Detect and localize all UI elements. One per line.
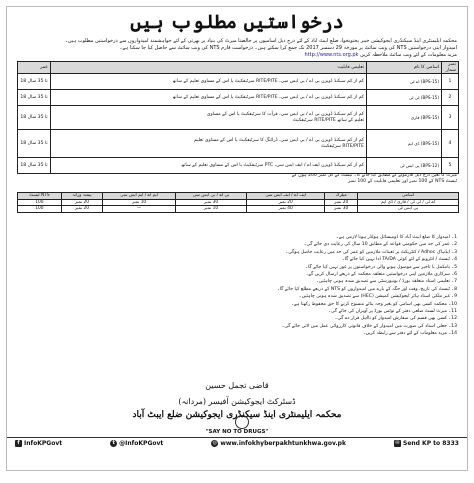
marks-table [17,192,459,213]
say-no-to-drugs-slogan: "SAY NO TO DRUGS" [205,429,269,435]
ad-title: درخواستیں مطلوب ہیں [130,11,344,33]
list-item: 9۔ غیر ملکی اسناد ہائر ایجوکیشن کمیشن (HEC) سے تصدیق شدہ ہونی چاہئیں۔ [298,294,457,300]
list-item: 1۔ امیدوار کا ضلع ایبٹ آباد کا ڈومیسائل ہولڈر ہونا لازمی ہے۔ [336,235,457,240]
list-item: 2۔ عمر کی حد میں حکومتی قواعد کے مطابق 10 سال کی رعایت دی جائے گی۔ [303,242,457,248]
intro-text [17,38,457,59]
nts-website-link[interactable]: http://www.nts.org.pk [304,52,359,58]
intro-line: امیدوار اپنی درخواستیں NTS کی ویب سائٹ پر مورخہ 29 دسمبر 2017 تک جمع کرا سکتے ہیں۔ درخواست فارم NTS کی ویب سائٹ سے حاصل کیا جا سکتا ہے۔ [119,45,457,51]
facebook-handle[interactable]: f InfoKPGovt [15,440,62,447]
signatory-office: محکمہ ایلیمنٹری اینڈ سیکنڈری ایجوکیشن ضلع ایبٹ آباد [132,410,342,420]
marks-caption: میرٹ کا تعین درج ذیل فارمولے کے مطابق کیا جائے گا۔ ٹیسٹ کے کل نمبر 200 ہوں گے ٹیسٹ NTS کے 100 نمبر اور تعلیمی قابلیت کے 100 نمبر [291,173,457,184]
list-item: 10۔ محکمہ کسی بھی اسامی کو بغیر وجہ بتائے منسوخ کرنے کا حق محفوظ رکھتا ہے۔ [291,301,457,307]
government-logo-icon [235,415,249,429]
table-row: 5 (BPS-12) پی ایس ٹی کم از کم سیکنڈ ڈویژن ایف اے / ایف ایس سی، PTC سرٹیفکیٹ یا اس کے مساوی تعلیم کے ساتھ 18 تا 35 سال [18,158,459,174]
rules-list [17,234,457,337]
header-qualification: تعلیمی قابلیت [51,62,367,74]
list-item: 14۔ مزید معلومات کے لئے دفتر سے رابطہ کریں۔ [362,331,457,337]
table-row: 2 (BPS-15) ٹی ٹی کم از کم سیکنڈ ڈویژن بی اے / بی ایس سی، RITE/PITE سرٹیفکیٹ یا اس کے مساوی تعلیم کے ساتھ 18 تا 35 سال [18,90,459,106]
header-age: عمر [18,62,51,74]
list-item: 13۔ جعلی اسناد کی صورت میں امیدوار کے خلاف قانونی کارروائی عمل میں لائی جائے گی۔ [281,323,457,329]
list-item: 8۔ ٹیسٹ کی تاریخ، وقت اور جگہ کے بارے میں امیدواروں کو NTS کے ذریعے مطلع کیا جائے گا۔ [277,286,457,292]
table-row: 3 (BPS-15) قاری کم از کم سیکنڈ ڈویژن بی اے / بی ایس سی، قرأت کا سرٹیفکیٹ یا اس کے مساوی تعلیم کے ساتھ RITE/PITE سرٹیفکیٹ 18 تا 35 سال [18,106,459,130]
sms-info: ✉ Send KP to 8333 [395,440,459,447]
list-item: 6۔ سرکاری ملازمین اپنی درخواستیں متعلقہ محکمہ کے ذریعے ارسال کریں گے۔ [305,271,457,277]
list-item: 3۔ ایڈہاک Adhoc / کنٹریکٹ پر تعینات ملازمین کو عمر کی حد میں رعایت حاصل ہوگی۔ [285,249,457,255]
table-row: 4 (BPS-15) ڈی ایم کم از کم سیکنڈ ڈویژن بی اے / بی ایس سی، ڈرائنگ کا سرٹیفکیٹ یا اس کے مساوی تعلیم RITE/PITE سرٹیفکیٹ 18 تا 35 سال [18,130,459,158]
signatory-designation: ڈسٹرکٹ ایجوکیشن آفیسر (مردانہ) [178,397,296,406]
header-post: اسامی کا نام [367,62,442,74]
footer-bar [7,437,467,449]
table-row: اے ٹی / ٹی ٹی / قاری / ڈی ایم 20 نمبر 20 نمبر 30 نمبر 10 نمبر 20 نمبر 100 [18,199,459,206]
website-link[interactable]: ◎ www.infokhyberpakhtunkhwa.gov.pk [212,440,346,447]
table-row: 1 (BPS-15) اے ٹی کم از کم سیکنڈ ڈویژن بی اے / بی ایس سی، RITE/PITE سرٹیفکیٹ یا اس کے مساوی تعلیم کے ساتھ 18 تا 35 سال [18,74,459,90]
intro-line: مزید معلومات کے لئے ویب سائٹ ملاحظہ کریں http://www.nts.org.pk [304,52,457,58]
jobs-table [17,61,459,174]
signatory-name: قاضی تجمل حسین [205,381,269,390]
jobs-table-header [18,62,459,74]
facebook-icon: f [15,440,22,447]
list-item: 5۔ نامکمل یا تاخیر سے موصول ہونے والی درخواستوں پر غور نہیں کیا جائے گا۔ [305,264,457,270]
globe-icon: ◎ [212,440,217,446]
sms-icon: ✉ [395,440,400,446]
list-item: 4۔ ٹیسٹ / انٹرویو کے لئے کوئی TA/DA ادا نہیں کیا جائے گا۔ [341,257,457,263]
list-item: 11۔ میرٹ لسٹ ضلعی دفتر کے نوٹس بورڈ پر آویزاں کی جائے گی۔ [328,308,457,314]
list-item: 7۔ تعلیمی اسناد متعلقہ بورڈ / یونیورسٹی سے تصدیق شدہ ہونی چاہئیں۔ [316,279,457,285]
intro-line: محکمہ ایلیمنٹری اینڈ سیکنڈری ایجوکیشن خیبر پختونخوا، ضلع ایبٹ آباد کے لئے درج ذیل اسامیوں پر خالصتاً میرٹ کی بنیاد پر بھرتی کے لئے خواہشمند امیدواروں سے درخواستیں مطلوب ہیں۔ [64,38,457,44]
advertisement-page [6,6,468,471]
twitter-handle[interactable]: t @InfoKPGovt [110,440,163,447]
marks-table-header: اسامی میٹرک ایف اے / ایف ایس سی بی اے / بی ایس سی ایم اے / ایم ایس سی پیشہ ورانہ NTS ٹیسٹ [18,193,459,200]
list-item: 12۔ کسی بھی قسم کی سفارش امیدوار کو نااہل قرار دے گی۔ [334,316,457,322]
header-serial: نمبر شمار [442,62,459,74]
table-row: پی ایس ٹی 30 نمبر 40 نمبر 10 نمبر — 20 نمبر 100 [18,206,459,213]
twitter-icon: t [110,440,117,447]
